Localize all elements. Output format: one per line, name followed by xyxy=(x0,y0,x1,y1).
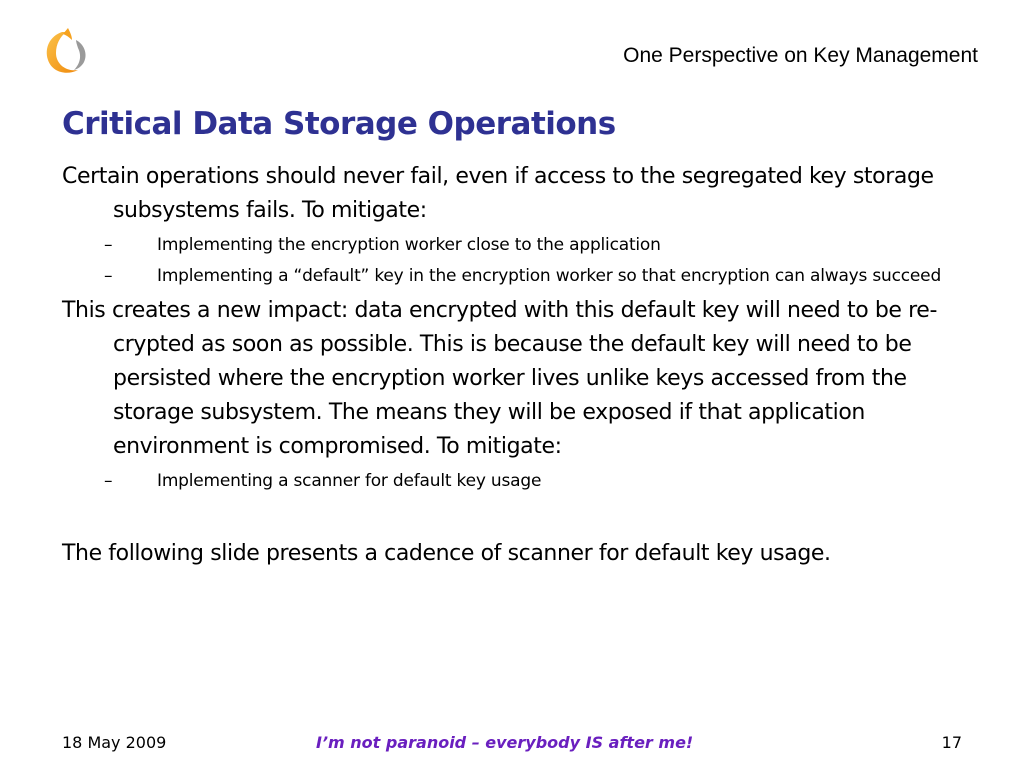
dash-bullet: – xyxy=(104,471,113,491)
bullet-item xyxy=(62,263,982,290)
bullet-item xyxy=(62,232,982,259)
header-title: One Perspective on Key Management xyxy=(623,44,978,67)
crescent-logo-icon xyxy=(42,26,92,78)
footer-tagline: I’m not paranoid – everybody IS after me! xyxy=(316,733,694,752)
paragraph-1: Certain operations should never fail, even if access to the segregated key storage subsystems fails. To mitigate: xyxy=(62,164,934,223)
dash-bullet: – xyxy=(104,266,113,286)
bullet-text: Implementing a “default” key in the encryption worker so that encryption can always succeed xyxy=(157,266,942,286)
slide-title: Critical Data Storage Operations xyxy=(62,106,616,142)
paragraph-2: This creates a new impact: data encrypted with this default key will need to be re-crypted as soon as possible. This is because the default key will need to be persisted where the encryption worker lives unlike keys accessed from the storage subsystem. The means they will be exposed if that application environment is compromised. To mitigate: xyxy=(62,298,937,459)
paragraph-3: The following slide presents a cadence of scanner for default key usage. xyxy=(62,541,831,566)
bullet-text: Implementing the encryption worker close to the application xyxy=(157,235,661,255)
page-number: 17 xyxy=(941,733,962,752)
bullet-text: Implementing a scanner for default key usage xyxy=(157,471,542,491)
footer-date: 18 May 2009 xyxy=(62,733,167,752)
slide-body xyxy=(62,160,982,571)
dash-bullet: – xyxy=(104,235,113,255)
bullet-item xyxy=(62,468,982,495)
